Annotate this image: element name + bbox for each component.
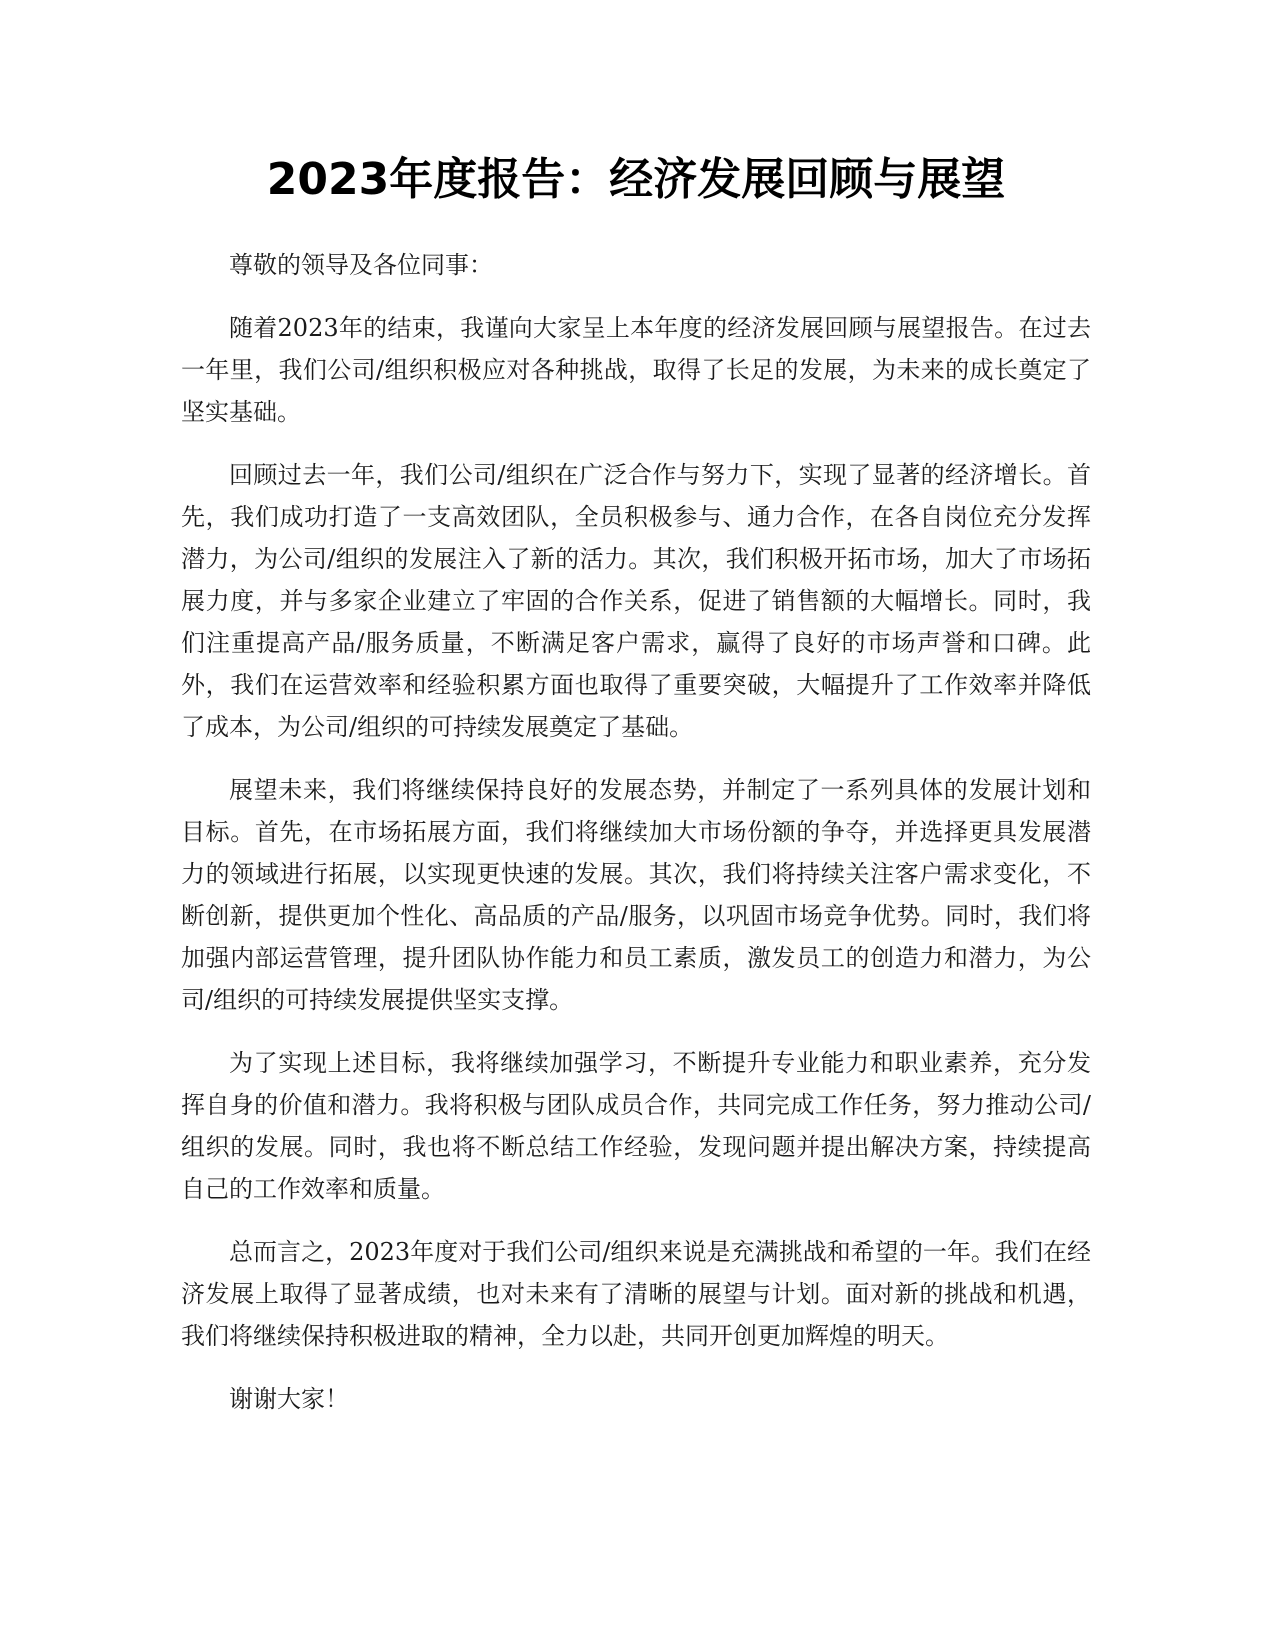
paragraph-intro: 随着2023年的结束，我谨向大家呈上本年度的经济发展回顾与展望报告。在过去一年里，我们公司/组织积极应对各种挑战，取得了长足的发展，为未来的成长奠定了坚实基础。 <box>181 314 1091 426</box>
closing: 谢谢大家！ <box>229 1385 349 1413</box>
paragraph-personal-goals: 为了实现上述目标，我将继续加强学习，不断提升专业能力和职业素养，充分发挥自身的价值和潜力。我将积极与团队成员合作，共同完成工作任务，努力推动公司/组织的发展。同时，我也将不断总结工作经验，发现问题并提出解决方案，持续提高自己的工作效率和质量。 <box>181 1049 1091 1203</box>
document-body <box>181 244 1091 1420</box>
document-title: 2023年度报告：经济发展回顾与展望 <box>266 154 1006 205</box>
greeting: 尊敬的领导及各位同事： <box>229 251 493 279</box>
paragraph-outlook: 展望未来，我们将继续保持良好的发展态势，并制定了一系列具体的发展计划和目标。首先，在市场拓展方面，我们将继续加大市场份额的争夺，并选择更具发展潜力的领域进行拓展，以实现更快速的发展。其次，我们将持续关注客户需求变化，不断创新，提供更加个性化、高品质的产品/服务，以巩固市场竞争优势。同时，我们将加强内部运营管理，提升团队协作能力和员工素质，激发员工的创造力和潜力，为公司/组织的可持续发展提供坚实支撑。 <box>181 776 1091 1014</box>
paragraph-review: 回顾过去一年，我们公司/组织在广泛合作与努力下，实现了显著的经济增长。首先，我们成功打造了一支高效团队，全员积极参与、通力合作，在各自岗位充分发挥潜力，为公司/组织的发展注入了新的活力。其次，我们积极开拓市场，加大了市场拓展力度，并与多家企业建立了牢固的合作关系，促进了销售额的大幅增长。同时，我们注重提高产品/服务质量，不断满足客户需求，赢得了良好的市场声誉和口碑。此外，我们在运营效率和经验积累方面也取得了重要突破，大幅提升了工作效率并降低了成本，为公司/组织的可持续发展奠定了基础。 <box>181 461 1091 741</box>
paragraph-summary: 总而言之，2023年度对于我们公司/组织来说是充满挑战和希望的一年。我们在经济发展上取得了显著成绩，也对未来有了清晰的展望与计划。面对新的挑战和机遇，我们将继续保持积极进取的精神，全力以赴，共同开创更加辉煌的明天。 <box>181 1238 1091 1350</box>
